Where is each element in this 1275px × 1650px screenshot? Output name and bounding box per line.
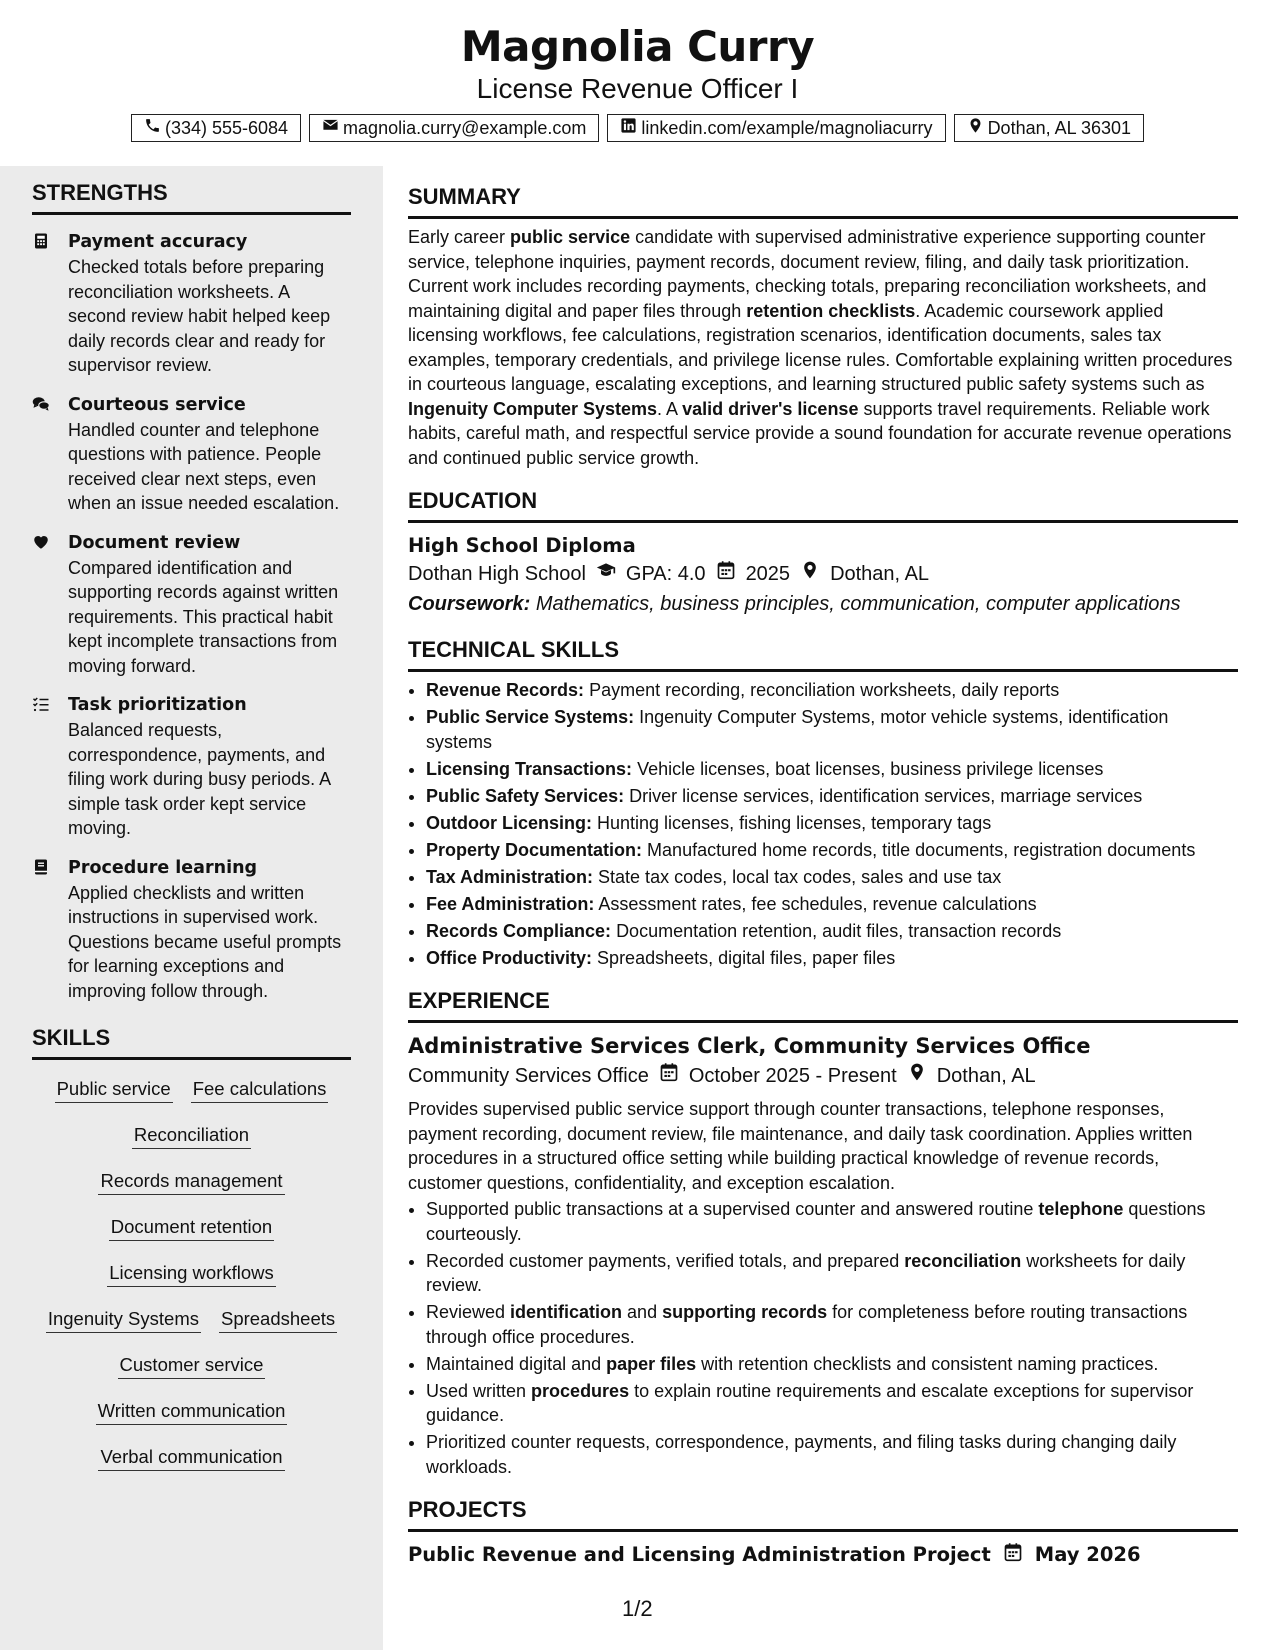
- strength-desc: Compared identification and supporting records against written requirements. This practical habit kept incomplete transactions from moving forward.: [68, 557, 339, 676]
- calculator-icon: [32, 229, 54, 378]
- strength-title: Procedure learning: [68, 857, 258, 878]
- strength-desc: Handled counter and telephone questions with patience. People received clear next steps, even when an issue needed escalation.: [68, 419, 340, 513]
- skill-tag: Records management: [98, 1170, 284, 1195]
- location-text: Dothan, AL 36301: [987, 117, 1132, 138]
- projects-heading: PROJECTS: [408, 1497, 1238, 1532]
- main-column: [408, 166, 1238, 1567]
- project-row: [408, 1542, 1238, 1567]
- heart-icon: [32, 530, 54, 679]
- map-pin-icon: [800, 559, 820, 589]
- list-item: [426, 865, 1238, 890]
- job-description: Provides supervised public service support through counter transactions, telephone responses, payment recording, document review, file maintenance, and daily task coordination. Applies written procedures in a structured office setting while building practical knowledge of revenue records, customer questions, confidentiality, and exception escalation.: [408, 1099, 1193, 1193]
- education-meta: [408, 559, 1238, 589]
- graduation-cap-icon: [596, 559, 616, 589]
- skill-tag: Licensing workflows: [107, 1262, 276, 1287]
- strength-desc: Applied checklists and written instructions in supervised work. Questions became useful prompts for learning exceptions and improving follow through.: [68, 882, 342, 1001]
- summary-heading: SUMMARY: [408, 184, 1238, 219]
- skill-label: Fee Administration:: [426, 893, 595, 914]
- strength-title: Courteous service: [68, 394, 246, 415]
- job-meta: [408, 1061, 1238, 1091]
- chat-bubbles-icon: [32, 392, 54, 516]
- technical-skills-heading: TECHNICAL SKILLS: [408, 637, 1238, 672]
- linkedin-text: linkedin.com/example/magnoliacurry: [641, 117, 933, 138]
- resume-header: [0, 0, 1275, 144]
- map-pin-icon: [967, 117, 984, 139]
- phone-chip[interactable]: [131, 114, 301, 142]
- skill-tag: Document retention: [109, 1216, 274, 1241]
- skill-label: Revenue Records:: [426, 680, 585, 700]
- summary-text: Early career public service candidate with supervised administrative experience supporting counter service, telephone inquiries, payment records, document review, filing, and daily task prioritization. Current work includes recording payments, checking totals, preparing reconciliation worksheets, and maintaining digital and paper files through retention checklists. Academic coursework applied licensing workflows, fee calculations, registration scenarios, identification documents, sales tax examples, temporary credentials, and privilege license rules. Comfortable explaining written procedures in courteous language, escalating exceptions, and learning structured public safety systems such as Ingenuity Computer Systems. A valid driver's license supports travel requirements. Reliable work habits, careful math, and respectful service provide a sound foundation for accurate revenue operations and continued public service growth.: [408, 227, 1233, 468]
- candidate-title: License Revenue Officer I: [476, 73, 799, 104]
- strengths-heading: STRENGTHS: [32, 180, 351, 215]
- skill-text: Spreadsheets, digital files, paper files: [597, 947, 896, 968]
- list-item: • Supported public transactions at a supervised counter and answered routine telephone questions courteously.: [426, 1197, 1238, 1246]
- list-item: [426, 757, 1238, 782]
- skill-tag: Fee calculations: [191, 1078, 329, 1103]
- skill-text: Assessment rates, fee schedules, revenue calculations: [598, 893, 1037, 914]
- education-heading: EDUCATION: [408, 488, 1238, 523]
- list-item: [426, 946, 1238, 971]
- checklist-icon: [32, 692, 54, 841]
- skill-label: Records Compliance:: [426, 920, 612, 941]
- skill-tag: Customer service: [118, 1354, 266, 1379]
- skill-tag: Reconciliation: [132, 1124, 251, 1149]
- strength-item: [32, 692, 351, 841]
- location-chip: [954, 114, 1144, 142]
- strength-item: [32, 229, 351, 378]
- skill-label: Licensing Transactions:: [426, 758, 633, 779]
- list-item: • Prioritized counter requests, correspondence, payments, and filing tasks during changing daily workloads.: [426, 1430, 1238, 1479]
- school-location: Dothan, AL: [830, 563, 930, 585]
- envelope-icon: [322, 117, 339, 139]
- strength-item: [32, 392, 351, 516]
- skill-text: Driver license services, identification services, marriage services: [629, 785, 1143, 806]
- skill-label: Public Service Systems:: [426, 707, 635, 727]
- email-chip[interactable]: [309, 114, 599, 142]
- phone-icon: [144, 117, 161, 139]
- coursework-label: Coursework:: [408, 593, 531, 615]
- strength-desc: Balanced requests, correspondence, payments, and filing work during busy periods. A simple task order kept service moving.: [68, 720, 331, 838]
- skill-tag: Written communication: [96, 1400, 288, 1425]
- skill-label: Property Documentation:: [426, 839, 643, 860]
- skill-text: State tax codes, local tax codes, sales and use tax: [598, 866, 1002, 887]
- skill-label: Outdoor Licensing:: [426, 812, 592, 833]
- linkedin-chip[interactable]: [607, 114, 945, 142]
- calendar-icon: [716, 559, 736, 589]
- coursework: [408, 589, 1238, 619]
- book-icon: [32, 855, 54, 1004]
- list-item: • Reviewed identification and supporting records for completeness before routing transactions through office procedures.: [426, 1300, 1238, 1349]
- technical-skills-list: [408, 678, 1238, 970]
- gpa-text: GPA: 4.0: [625, 563, 706, 585]
- list-item: • Maintained digital and paper files with retention checklists and consistent naming practices.: [426, 1352, 1238, 1377]
- job-title: Administrative Services Clerk, Community Services Office: [408, 1034, 1091, 1058]
- strength-item: [32, 530, 351, 679]
- coursework-text: Mathematics, business principles, communication, computer applications: [535, 593, 1181, 615]
- strength-title: Task prioritization: [68, 695, 247, 715]
- list-item: • Recorded customer payments, verified totals, and prepared reconciliation worksheets for daily review.: [426, 1249, 1238, 1298]
- skill-text: Vehicle licenses, boat licenses, business privilege licenses: [637, 758, 1104, 779]
- job-location: Dothan, AL: [936, 1065, 1036, 1087]
- skill-text: Documentation retention, audit files, transaction records: [616, 920, 1062, 941]
- list-item: [426, 919, 1238, 944]
- list-item: [426, 678, 1238, 703]
- calendar-icon: [659, 1061, 679, 1091]
- list-item: [426, 705, 1238, 754]
- list-item: [426, 892, 1238, 917]
- strength-title: Document review: [68, 532, 241, 553]
- project-title: Public Revenue and Licensing Administration Project: [408, 1543, 991, 1566]
- experience-heading: EXPERIENCE: [408, 988, 1238, 1023]
- graduation-year: 2025: [745, 563, 791, 585]
- list-item: [426, 784, 1238, 809]
- list-item: [426, 811, 1238, 836]
- skill-tag: Ingenuity Systems: [46, 1308, 201, 1333]
- strength-desc: Checked totals before preparing reconciliation worksheets. A second review habit helped keep daily records clear and ready for supervisor review.: [68, 257, 331, 375]
- skill-text: Payment recording, reconciliation worksheets, daily reports: [589, 680, 1060, 700]
- page-number: 1/2: [622, 1596, 653, 1621]
- job-bullets: [408, 1197, 1238, 1479]
- strength-item: [32, 855, 351, 1004]
- skill-text: Manufactured home records, title documents, registration documents: [647, 839, 1196, 860]
- skills-heading: SKILLS: [32, 1025, 351, 1060]
- skill-text: Ingenuity Computer Systems, motor vehicle systems, identification systems: [426, 707, 1169, 752]
- email-text: magnolia.curry@example.com: [343, 117, 587, 138]
- school-name: Dothan High School: [408, 563, 586, 585]
- list-item: [426, 838, 1238, 863]
- skill-label: Public Safety Services:: [426, 785, 625, 806]
- contact-bar: [0, 114, 1275, 142]
- sidebar: [0, 166, 383, 1650]
- skill-label: Office Productivity:: [426, 947, 593, 968]
- map-pin-icon: [907, 1061, 927, 1091]
- linkedin-icon: [620, 117, 637, 139]
- skill-tags: [32, 1078, 351, 1471]
- project-date: May 2026: [1034, 1543, 1141, 1566]
- calendar-icon: [1003, 1542, 1023, 1567]
- phone-text: (334) 555-6084: [164, 117, 289, 138]
- list-item: • Used written procedures to explain routine requirements and escalate exceptions for supervisor guidance.: [426, 1379, 1238, 1428]
- candidate-name: Magnolia Curry: [460, 22, 815, 71]
- strength-title: Payment accuracy: [68, 232, 248, 252]
- skill-label: Tax Administration:: [426, 866, 594, 887]
- skill-tag: Verbal communication: [98, 1446, 284, 1471]
- skill-tag: Spreadsheets: [219, 1308, 337, 1333]
- skill-text: Hunting licenses, fishing licenses, temporary tags: [597, 812, 992, 833]
- employer-name: Community Services Office: [408, 1065, 649, 1087]
- degree-title: High School Diploma: [408, 534, 636, 557]
- job-dates: October 2025 - Present: [688, 1065, 897, 1087]
- skill-tag: Public service: [55, 1078, 173, 1103]
